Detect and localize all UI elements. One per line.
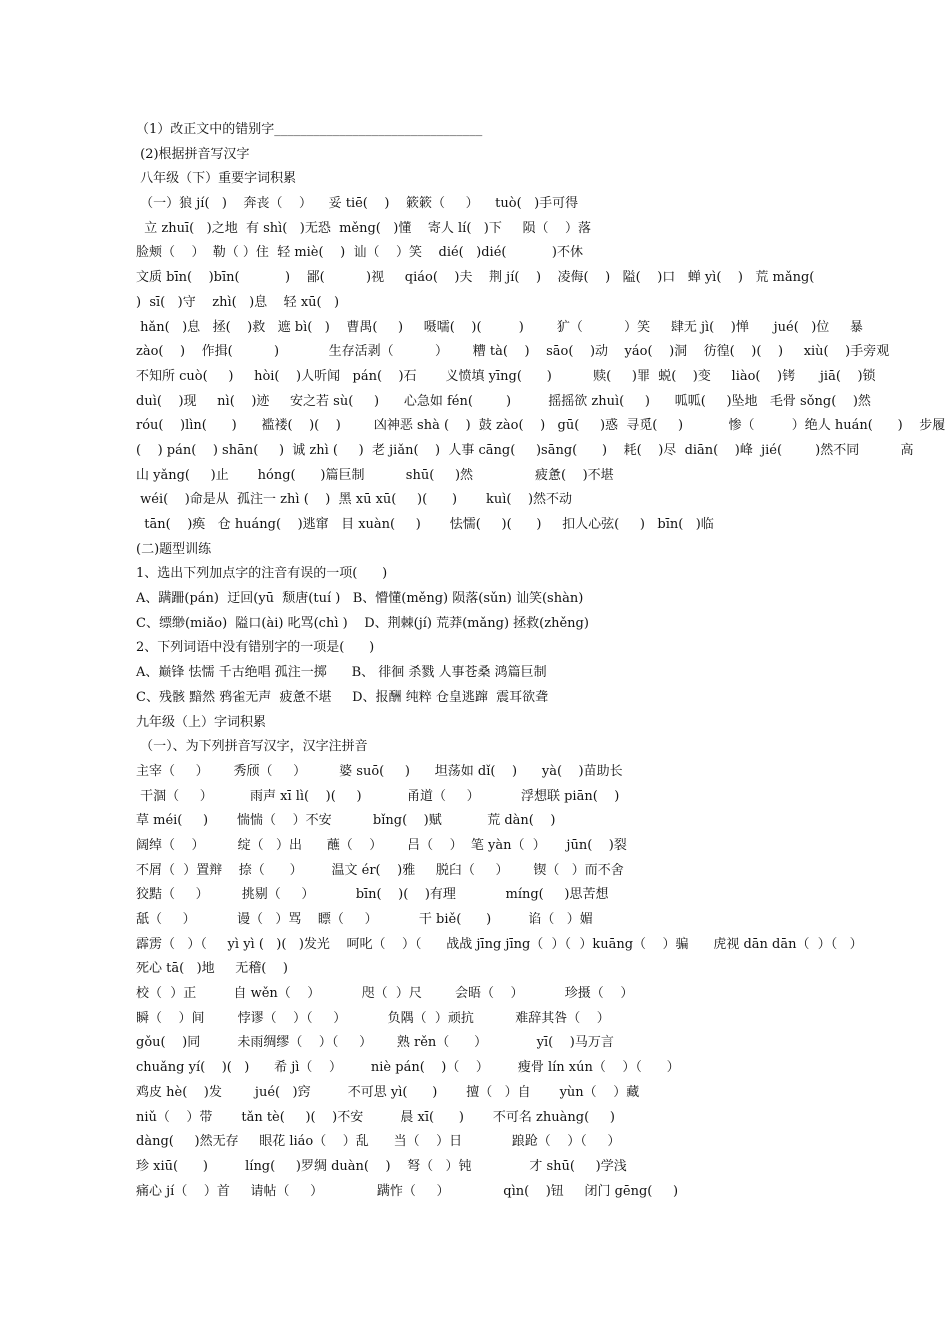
text-line: ( ) pán( ) shān( ) 诚 zhì ( ) 老 jiǎn( ) 人事 cāng( )sāng( ) 耗( )尽 diān( )峰 jié( )然不同 高: [136, 442, 914, 458]
text-line: C、残骸 黯然 鸦雀无声 疲惫不堪 D、报酬 纯粹 仓皇逃蹿 震耳欲聋: [136, 689, 549, 705]
text-line: niǔ（ ）带 tǎn tè( )( )不安 晨 xī( ) 不可名 zhuàng( ): [136, 1109, 615, 1125]
text-line: 文质 bīn( )bīn( ) 鄙( )视 qiáo( )夫 荆 jí( ) 凌侮( ) 隘( )口 蝉 yì( ) 荒 mǎng(: [136, 270, 815, 286]
text-line: (2)根据拼音写汉字: [136, 146, 250, 162]
text-line: 阔绰（ ） 绽（ ）出 蘸（ ） 吕（ ） 笔 yàn（ ） jūn( )裂: [136, 837, 627, 853]
text-line: C、缥缈(miǎo) 隘口(ài) 叱骂(chì ) D、荆棘(jí) 荒莽(mǎng) 拯救(zhěng): [136, 615, 589, 631]
text-line: wéi( )命是从 孤注一 zhì ( ) 黑 xū xū( )( ) kuì( )然不动: [136, 492, 573, 508]
text-line: （一）狼 jí( ) 奔丧（ ） 妥 tiē( ) 簌簌（ ） tuò( )手可得: [136, 196, 579, 212]
text-line: 霹雳（ ）（ yì yì ( )( )发光 呵叱（ ）（ 战战 jīng jīng（ ）（ ）kuāng（ ）骗 虎视 dān dān（ ）（ ）: [136, 936, 863, 952]
text-line: gǒu( )同 未雨绸缪（ ）（ ） 熟 rěn（ ） yī( )马万言: [136, 1035, 614, 1051]
text-line: 九年级（上）字词积累: [136, 714, 267, 730]
text-line: zào( ) 作揖( ) 生存活剥（ ） 糟 tà( ) sāo( )动 yáo( )洞 彷徨( )( ) xiù( )手旁观: [136, 344, 890, 360]
text-line: A、蹒跚(pán) 迂回(yū 颓唐(tuí ) B、懵懂(měng) 陨落(sǔn) 讪笑(shàn): [136, 591, 584, 607]
text-line: 脸颊（ ） 勒（ ）住 轻 miè( ) 讪（ ）笑 dié( )dié( )不休: [136, 245, 583, 261]
text-line: 草 méi( ) 惴惴（ ）不安 bǐng( )赋 荒 dàn( ): [136, 813, 556, 829]
text-line: 八年级（下）重要字词积累: [136, 171, 297, 187]
text-line: 狡黠（ ） 挑剔（ ） bīn( )( )有理 míng( )思苦想: [136, 887, 609, 903]
text-line: 鸡皮 hè( )发 jué( )窍 不可思 yì( ) 擅（ ）自 yùn（ ）藏: [136, 1084, 640, 1100]
text-line: duì( )现 nì( )迹 安之若 sù( ) 心急如 fén( ) 摇摇欲 zhuì( ) 呱呱( )坠地 毛骨 sǒng( )然: [136, 393, 871, 409]
text-line: 校（ ）正 自 wěn（ ） 咫（ ）尺 会晤（ ） 珍摄（ ）: [136, 986, 634, 1002]
text-line: 痛心 jí（ ）首 请帖（ ） 蹒怍（ ） qìn( )钮 闭门 gēng( ): [136, 1183, 679, 1199]
text-line: 干涸（ ） 雨声 xī lì( )( ) 甬道（ ） 浮想联 piān( ): [136, 788, 620, 804]
text-line: 2、下列词语中没有错别字的一项是( ): [136, 640, 375, 656]
text-line: 不知所 cuò( ) hòi( )人听闻 pán( )石 义愤填 yīng( ) 赎( )罪 蜕( )变 liào( )铐 jiā( )锁: [136, 368, 876, 384]
text-line: 山 yǎng( )止 hóng( )篇巨制 shū( )然 疲惫( )不堪: [136, 467, 614, 483]
text-line: tān( )痪 仓 huáng( )逃窜 目 xuàn( ) 怯懦( )( ) 扣人心弦( ) bīn( )临: [136, 517, 714, 532]
text-line: （1）改正文中的错别字________________________________: [136, 122, 483, 137]
text-line: (二)题型训练: [136, 541, 212, 557]
text-line: 立 zhuī( )之地 有 shì( )无恐 měng( )懂 寄人 lí( )下 陨（ ）落: [136, 220, 592, 236]
text-line: 主宰（ ） 秀颀（ ） 婆 suō( ) 坦荡如 dǐ( ) yà( )苗助长: [136, 763, 623, 779]
text-line: hǎn( )息 拯( )救 遮 bì( ) 曹禺( ) 嗫嚅( )( ) 犷（ ）笑 肆无 jì( )惮 jué( )位 暴: [136, 319, 863, 335]
text-line: 不屑（ ）置辩 捺（ ） 温文 ér( )雅 脱臼（ ） 锲（ ）而不舍: [136, 862, 624, 878]
text-line: A、巅锋 怯懦 千古绝唱 孤注一掷 B、 徘徊 杀戮 人事苍桑 鸿篇巨制: [136, 665, 547, 681]
text-line: ) sī( )守 zhì( )息 轻 xū( ): [136, 294, 340, 310]
text-line: 珍 xiū( ) líng( )罗绸 duàn( ) 弩（ ）钝 才 shū( )学浅: [136, 1158, 627, 1174]
text-line: 1、选出下列加点字的注音有误的一项( ): [136, 566, 388, 582]
text-line: dàng( )然无存 眼花 liáo（ ）乱 当（ ）日 踉跄（ ）（ ）: [136, 1134, 621, 1150]
text-line: 瞬（ ）间 悖谬（ ）（ ） 负隅（ ）顽抗 难辞其咎（ ）: [136, 1010, 610, 1026]
document-body: [136, 118, 946, 1204]
text-line: （一）、为下列拼音写汉字，汉字注拼音: [136, 739, 368, 755]
text-line: 死心 tā( )地 无稽( ): [136, 961, 288, 977]
text-line: róu( )lìn( ) 褴褛( )( ) 凶神恶 shà ( ) 鼓 zào( ) gū( )惑 寻觅( ) 惨（ ）绝人 huán( ) 步履: [136, 418, 946, 434]
text-line: chuǎng yí( )( ) 希 jì（ ） niè pán( )（ ） 瘦骨 lín xún（ ）（ ）: [136, 1060, 680, 1076]
text-line: 舐（ ） 谩（ ）骂 瞟（ ） 干 biě( ) 谄（ ）媚: [136, 912, 593, 927]
